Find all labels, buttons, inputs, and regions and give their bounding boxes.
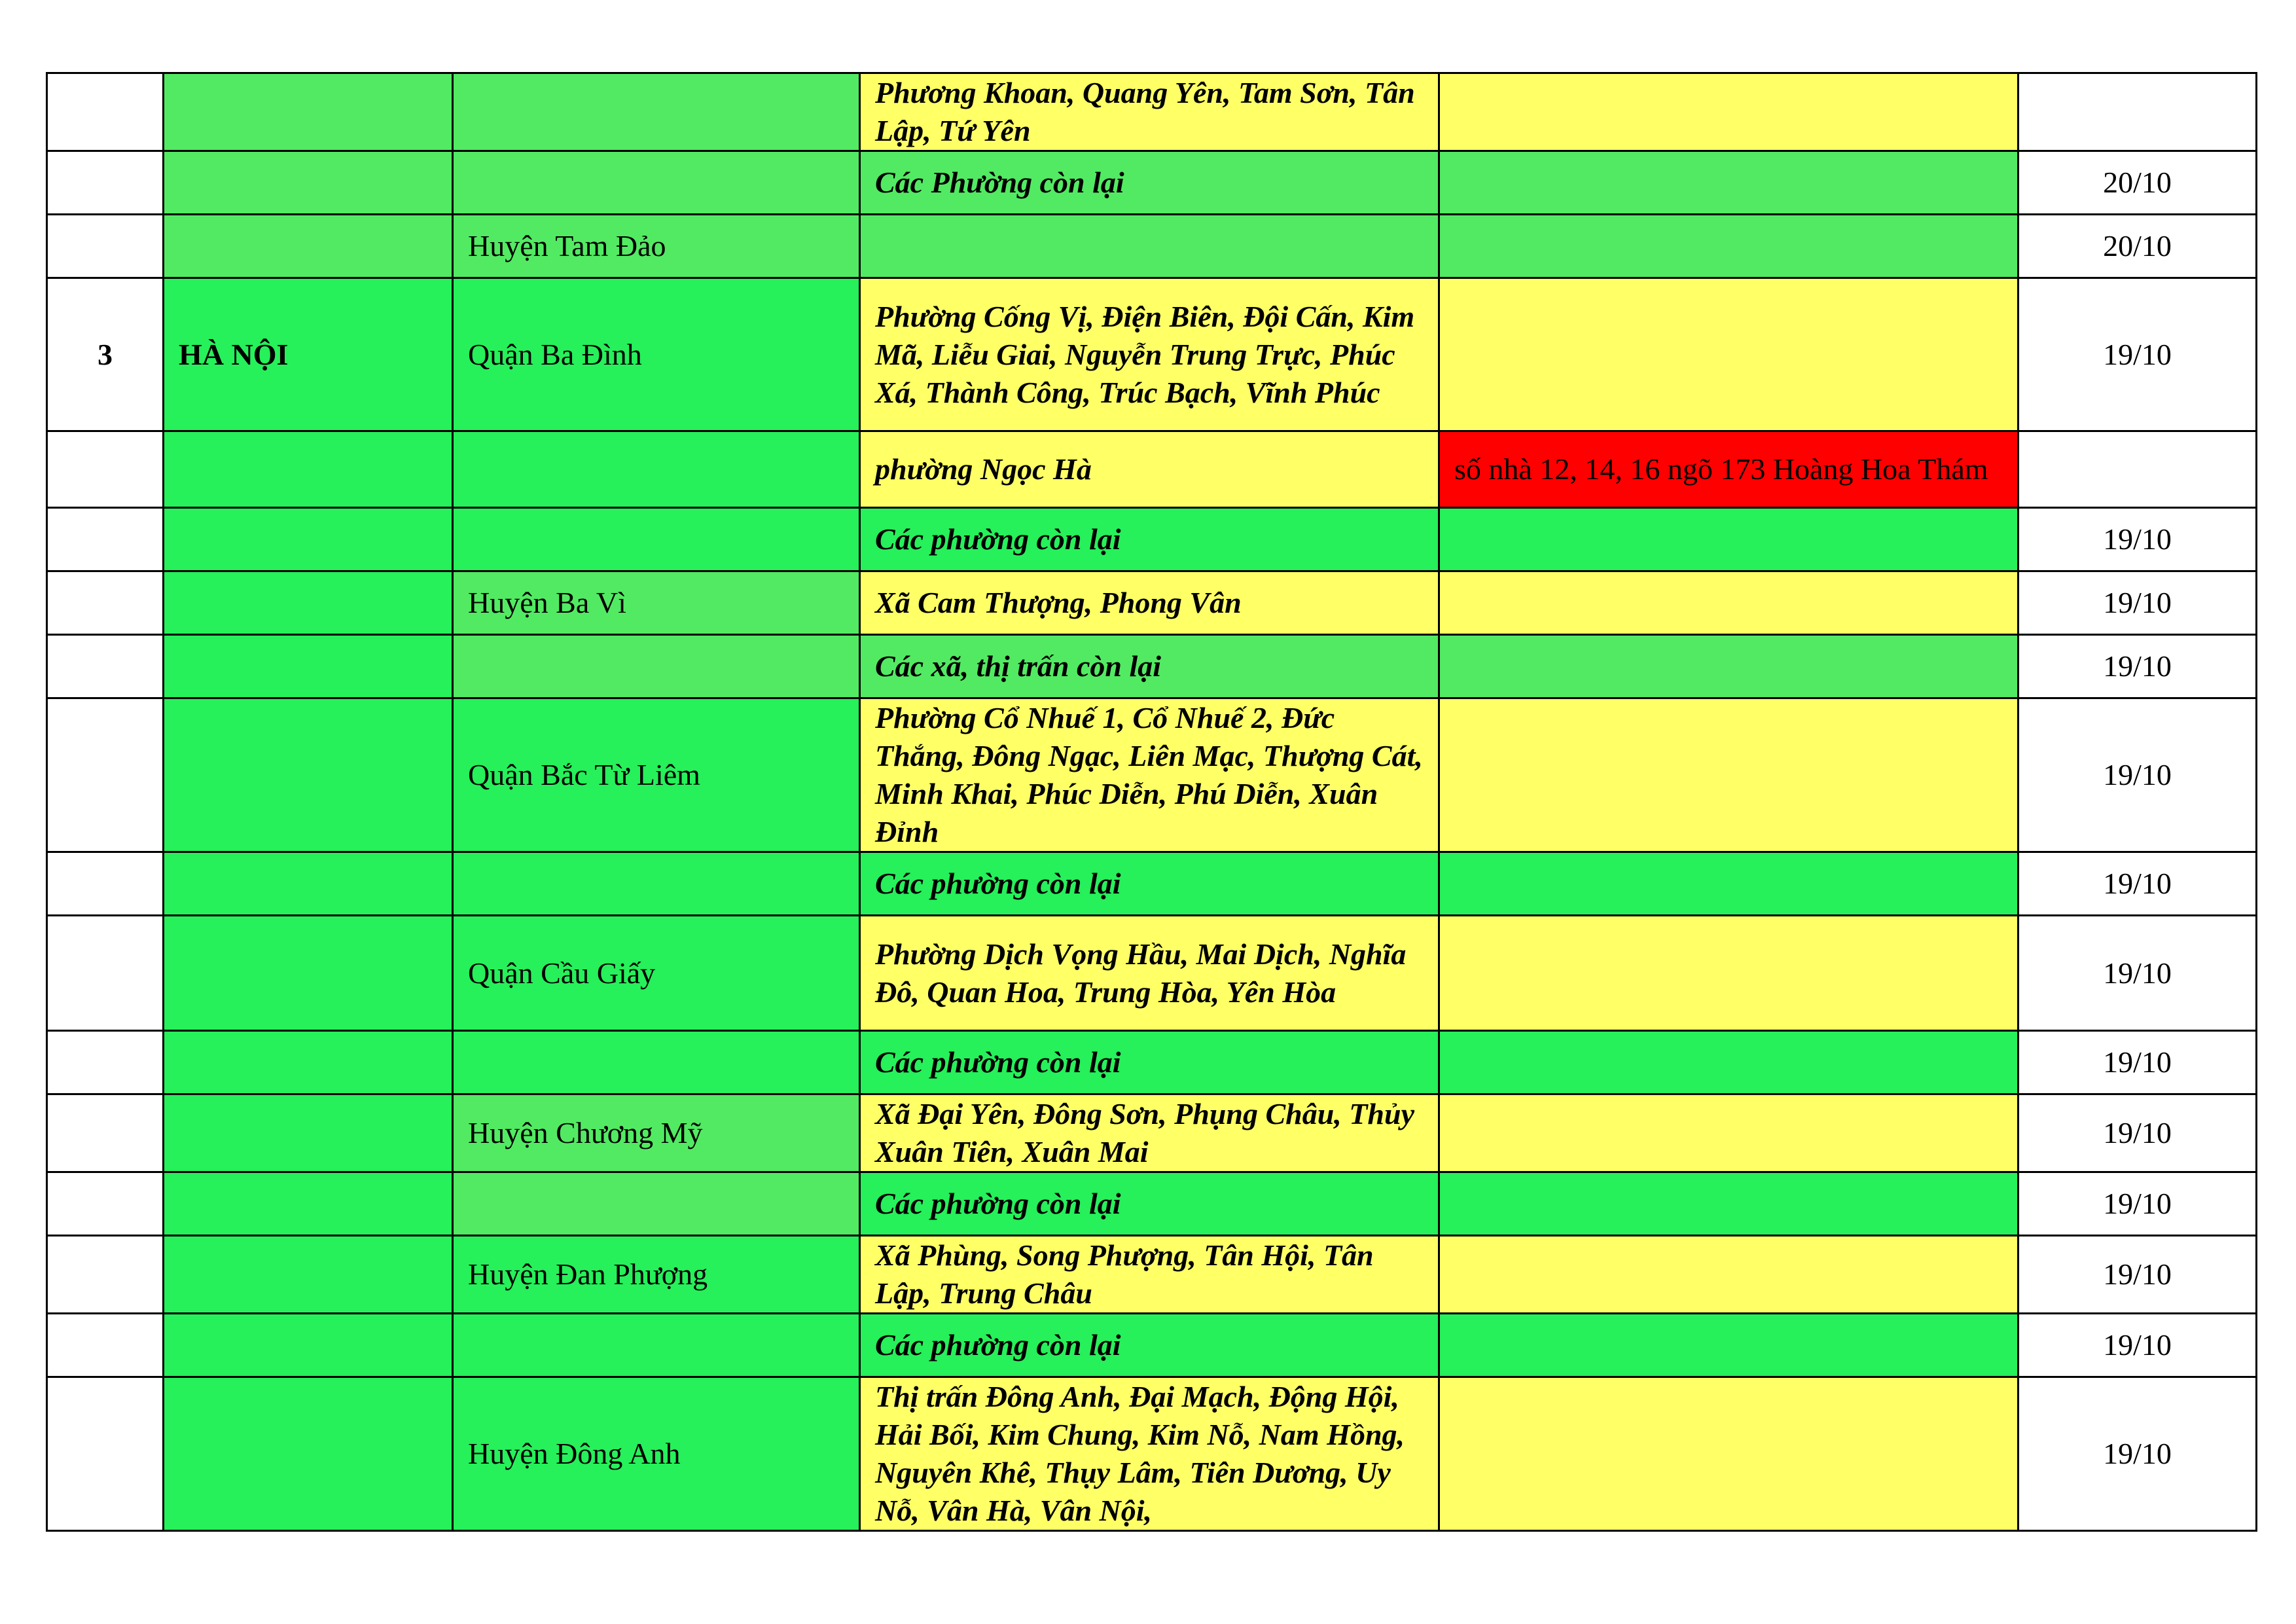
date-cell bbox=[2018, 431, 2257, 508]
note-cell bbox=[1439, 1094, 2018, 1172]
wards-cell: Các phường còn lại bbox=[860, 1314, 1439, 1377]
note-cell bbox=[1439, 151, 2018, 215]
table-row bbox=[47, 852, 2257, 916]
row-number bbox=[47, 1031, 164, 1094]
table-row bbox=[47, 278, 2257, 431]
note-cell bbox=[1439, 1377, 2018, 1531]
wards-cell: Các phường còn lại bbox=[860, 1031, 1439, 1094]
wards-cell bbox=[860, 215, 1439, 278]
table-row bbox=[47, 1094, 2257, 1172]
row-number bbox=[47, 1172, 164, 1236]
wards-cell: Các phường còn lại bbox=[860, 508, 1439, 571]
table-row bbox=[47, 215, 2257, 278]
district-cell bbox=[453, 1031, 860, 1094]
district-cell: Quận Ba Đình bbox=[453, 278, 860, 431]
district-cell bbox=[453, 431, 860, 508]
province-cell bbox=[164, 1031, 453, 1094]
row-number bbox=[47, 1236, 164, 1314]
district-cell bbox=[453, 508, 860, 571]
province-cell bbox=[164, 698, 453, 852]
date-cell: 19/10 bbox=[2018, 508, 2257, 571]
wards-cell: Phường Dịch Vọng Hầu, Mai Dịch, Nghĩa Đô, Quan Hoa, Trung Hòa, Yên Hòa bbox=[860, 916, 1439, 1031]
row-number bbox=[47, 1377, 164, 1531]
date-cell: 19/10 bbox=[2018, 1094, 2257, 1172]
wards-cell: Các phường còn lại bbox=[860, 852, 1439, 916]
table-row bbox=[47, 1314, 2257, 1377]
province-cell bbox=[164, 1094, 453, 1172]
note-cell bbox=[1439, 635, 2018, 698]
row-number bbox=[47, 635, 164, 698]
note-cell bbox=[1439, 698, 2018, 852]
note-cell: số nhà 12, 14, 16 ngõ 173 Hoàng Hoa Thám bbox=[1439, 431, 2018, 508]
province-cell bbox=[164, 1172, 453, 1236]
province-cell bbox=[164, 571, 453, 635]
district-cell bbox=[453, 1172, 860, 1236]
district-cell: Huyện Đông Anh bbox=[453, 1377, 860, 1531]
note-cell bbox=[1439, 508, 2018, 571]
row-number bbox=[47, 852, 164, 916]
province-cell: HÀ NỘI bbox=[164, 278, 453, 431]
province-cell bbox=[164, 1314, 453, 1377]
row-number bbox=[47, 571, 164, 635]
district-cell bbox=[453, 1314, 860, 1377]
row-number bbox=[47, 151, 164, 215]
district-cell: Huyện Chương Mỹ bbox=[453, 1094, 860, 1172]
date-cell: 19/10 bbox=[2018, 1031, 2257, 1094]
note-cell bbox=[1439, 852, 2018, 916]
province-cell bbox=[164, 151, 453, 215]
wards-cell: Phường Cổ Nhuế 1, Cổ Nhuế 2, Đức Thắng, Đông Ngạc, Liên Mạc, Thượng Cát, Minh Khai, Phúc Diễn, Phú Diễn, Xuân Đỉnh bbox=[860, 698, 1439, 852]
district-cell bbox=[453, 852, 860, 916]
district-cell bbox=[453, 151, 860, 215]
table-row bbox=[47, 916, 2257, 1031]
district-cell: Huyện Đan Phượng bbox=[453, 1236, 860, 1314]
province-cell bbox=[164, 508, 453, 571]
wards-cell: Các Phường còn lại bbox=[860, 151, 1439, 215]
district-cell bbox=[453, 73, 860, 151]
wards-cell: Phương Khoan, Quang Yên, Tam Sơn, Tân Lập, Tứ Yên bbox=[860, 73, 1439, 151]
note-cell bbox=[1439, 571, 2018, 635]
zone-table-body bbox=[47, 73, 2257, 1531]
row-number bbox=[47, 1094, 164, 1172]
province-cell bbox=[164, 1377, 453, 1531]
date-cell: 20/10 bbox=[2018, 151, 2257, 215]
wards-cell: Xã Cam Thượng, Phong Vân bbox=[860, 571, 1439, 635]
district-cell: Quận Bắc Từ Liêm bbox=[453, 698, 860, 852]
note-cell bbox=[1439, 1314, 2018, 1377]
date-cell: 20/10 bbox=[2018, 215, 2257, 278]
date-cell: 19/10 bbox=[2018, 852, 2257, 916]
row-number bbox=[47, 215, 164, 278]
note-cell bbox=[1439, 1031, 2018, 1094]
row-number: 3 bbox=[47, 278, 164, 431]
table-row bbox=[47, 431, 2257, 508]
row-number bbox=[47, 431, 164, 508]
wards-cell: Phường Cống Vị, Điện Biên, Đội Cấn, Kim Mã, Liễu Giai, Nguyễn Trung Trực, Phúc Xá, Thành Công, Trúc Bạch, Vĩnh Phúc bbox=[860, 278, 1439, 431]
province-cell bbox=[164, 852, 453, 916]
province-cell bbox=[164, 635, 453, 698]
table-row bbox=[47, 635, 2257, 698]
district-cell: Quận Cầu Giấy bbox=[453, 916, 860, 1031]
province-cell bbox=[164, 215, 453, 278]
row-number bbox=[47, 508, 164, 571]
date-cell: 19/10 bbox=[2018, 1377, 2257, 1531]
table-row bbox=[47, 1172, 2257, 1236]
district-cell bbox=[453, 635, 860, 698]
table-row bbox=[47, 571, 2257, 635]
date-cell: 19/10 bbox=[2018, 1314, 2257, 1377]
note-cell bbox=[1439, 215, 2018, 278]
row-number bbox=[47, 73, 164, 151]
row-number bbox=[47, 698, 164, 852]
table-row bbox=[47, 1031, 2257, 1094]
wards-cell: Các phường còn lại bbox=[860, 1172, 1439, 1236]
wards-cell: phường Ngọc Hà bbox=[860, 431, 1439, 508]
province-cell bbox=[164, 916, 453, 1031]
note-cell bbox=[1439, 278, 2018, 431]
note-cell bbox=[1439, 73, 2018, 151]
province-cell bbox=[164, 1236, 453, 1314]
row-number bbox=[47, 916, 164, 1031]
note-cell bbox=[1439, 1236, 2018, 1314]
wards-cell: Xã Phùng, Song Phượng, Tân Hội, Tân Lập, Trung Châu bbox=[860, 1236, 1439, 1314]
table-row bbox=[47, 73, 2257, 151]
table-row bbox=[47, 1236, 2257, 1314]
table-row bbox=[47, 1377, 2257, 1531]
date-cell: 19/10 bbox=[2018, 635, 2257, 698]
date-cell: 19/10 bbox=[2018, 278, 2257, 431]
wards-cell: Các xã, thị trấn còn lại bbox=[860, 635, 1439, 698]
table-row bbox=[47, 151, 2257, 215]
note-cell bbox=[1439, 1172, 2018, 1236]
row-number bbox=[47, 1314, 164, 1377]
date-cell: 19/10 bbox=[2018, 1172, 2257, 1236]
district-cell: Huyện Tam Đảo bbox=[453, 215, 860, 278]
date-cell: 19/10 bbox=[2018, 916, 2257, 1031]
wards-cell: Thị trấn Đông Anh, Đại Mạch, Động Hội, Hải Bối, Kim Chung, Kim Nỗ, Nam Hồng, Nguyên Khê, Thụy Lâm, Tiên Dương, Uy Nỗ, Vân Hà, Vân Nội, bbox=[860, 1377, 1439, 1531]
province-cell bbox=[164, 431, 453, 508]
province-cell bbox=[164, 73, 453, 151]
date-cell bbox=[2018, 73, 2257, 151]
date-cell: 19/10 bbox=[2018, 1236, 2257, 1314]
table-row bbox=[47, 698, 2257, 852]
zone-table bbox=[46, 72, 2257, 1532]
date-cell: 19/10 bbox=[2018, 698, 2257, 852]
note-cell bbox=[1439, 916, 2018, 1031]
table-row bbox=[47, 508, 2257, 571]
wards-cell: Xã Đại Yên, Đông Sơn, Phụng Châu, Thủy Xuân Tiên, Xuân Mai bbox=[860, 1094, 1439, 1172]
district-cell: Huyện Ba Vì bbox=[453, 571, 860, 635]
date-cell: 19/10 bbox=[2018, 571, 2257, 635]
